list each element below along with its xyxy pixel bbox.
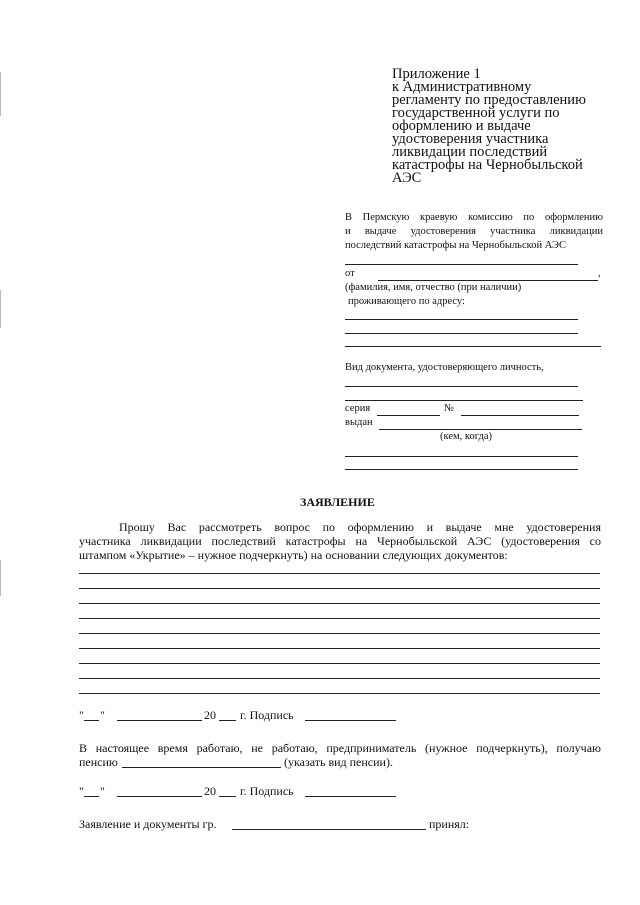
issued-field[interactable] xyxy=(345,469,578,470)
application-body-line: штампом «Укрытие» – нужное подчеркнуть) на основании следующих документов: xyxy=(79,548,508,562)
application-title: ЗАЯВЛЕНИЕ xyxy=(300,495,375,509)
documents-line[interactable] xyxy=(79,693,600,694)
address-label: проживающего по адресу: xyxy=(348,296,465,307)
number-field[interactable] xyxy=(461,415,579,416)
documents-line[interactable] xyxy=(79,588,600,589)
header-line: оформлению и выдаче xyxy=(392,118,531,134)
signature-field[interactable] xyxy=(305,796,396,797)
year-field[interactable] xyxy=(219,720,236,721)
signature-label: г. Подпись xyxy=(240,784,294,798)
from-label: от xyxy=(345,268,355,279)
id-document-label: Вид документа, удостоверяющего личность, xyxy=(345,362,544,373)
signature-label: г. Подпись xyxy=(240,708,294,722)
addressee-line: и выдаче удостоверения участника ликвидации xyxy=(345,226,603,237)
header-line: Приложение 1 xyxy=(392,66,481,82)
documents-line[interactable] xyxy=(79,573,600,574)
header-line: катастрофы на Чернобыльской xyxy=(392,157,583,173)
day-field[interactable] xyxy=(84,720,99,721)
month-field[interactable] xyxy=(117,720,202,721)
quote-open: " xyxy=(79,708,84,722)
accepted-label: Заявление и документы гр. xyxy=(79,817,217,831)
day-field[interactable] xyxy=(84,796,99,797)
year-prefix: 20 xyxy=(204,784,216,798)
quote-open: " xyxy=(79,784,84,798)
fio-field[interactable] xyxy=(378,280,598,281)
year-field[interactable] xyxy=(219,796,236,797)
series-label: серия xyxy=(345,403,371,414)
pension-hint: (указать вид пенсии). xyxy=(284,755,393,769)
header-line: регламенту по предоставлению xyxy=(392,92,586,108)
fio-hint: (фамилия, имя, отчество (при наличии) xyxy=(345,282,522,293)
signature-field[interactable] xyxy=(305,720,396,721)
address-field[interactable] xyxy=(345,319,578,320)
accepted-suffix: принял: xyxy=(429,817,470,831)
year-prefix: 20 xyxy=(204,708,216,722)
series-field[interactable] xyxy=(377,415,440,416)
pension-field[interactable] xyxy=(122,767,281,768)
application-body-line: Прошу Вас рассмотреть вопрос по оформлению и выдаче мне удостоверения xyxy=(119,520,601,534)
documents-line[interactable] xyxy=(79,618,600,619)
address-field[interactable] xyxy=(345,333,578,334)
scan-edge-mark xyxy=(0,72,1,116)
number-label: № xyxy=(444,403,455,414)
issued-label: выдан xyxy=(345,417,373,428)
blank-line[interactable] xyxy=(345,264,578,265)
header-line: удостоверения участника xyxy=(392,131,549,147)
scan-edge-mark xyxy=(0,560,1,596)
month-field[interactable] xyxy=(117,796,202,797)
application-body-line: участника ликвидации последствий катастрофы на Чернобыльской АЭС (удостоверения со xyxy=(79,534,601,548)
pension-label: пенсию xyxy=(79,755,118,769)
header-line: АЭС xyxy=(392,170,422,186)
documents-line[interactable] xyxy=(79,633,600,634)
quote-close: " xyxy=(100,784,105,798)
issued-field[interactable] xyxy=(345,456,578,457)
documents-line[interactable] xyxy=(79,663,600,664)
documents-line[interactable] xyxy=(79,648,600,649)
documents-line[interactable] xyxy=(79,678,600,679)
issued-hint: (кем, когда) xyxy=(440,431,492,442)
header-line: к Административному xyxy=(392,79,532,95)
quote-close: " xyxy=(100,708,105,722)
scan-edge-mark xyxy=(0,290,1,328)
header-line: ликвидации последствий xyxy=(392,144,548,160)
documents-line[interactable] xyxy=(79,603,600,604)
header-line: государственной услуги по xyxy=(392,105,560,121)
address-field[interactable] xyxy=(345,346,601,347)
id-document-field[interactable] xyxy=(345,400,583,401)
addressee-line: В Пермскую краевую комиссию по оформлению xyxy=(345,212,603,223)
id-document-field[interactable] xyxy=(345,386,578,387)
citizen-name-field[interactable] xyxy=(232,829,426,830)
addressee-line: последствий катастрофы на Чернобыльской АЭС xyxy=(345,240,566,251)
employment-line: В настоящее время работаю, не работаю, предприниматель (нужное подчеркнуть), получаю xyxy=(79,741,601,755)
issued-field[interactable] xyxy=(379,429,582,430)
from-comma: , xyxy=(598,268,601,279)
